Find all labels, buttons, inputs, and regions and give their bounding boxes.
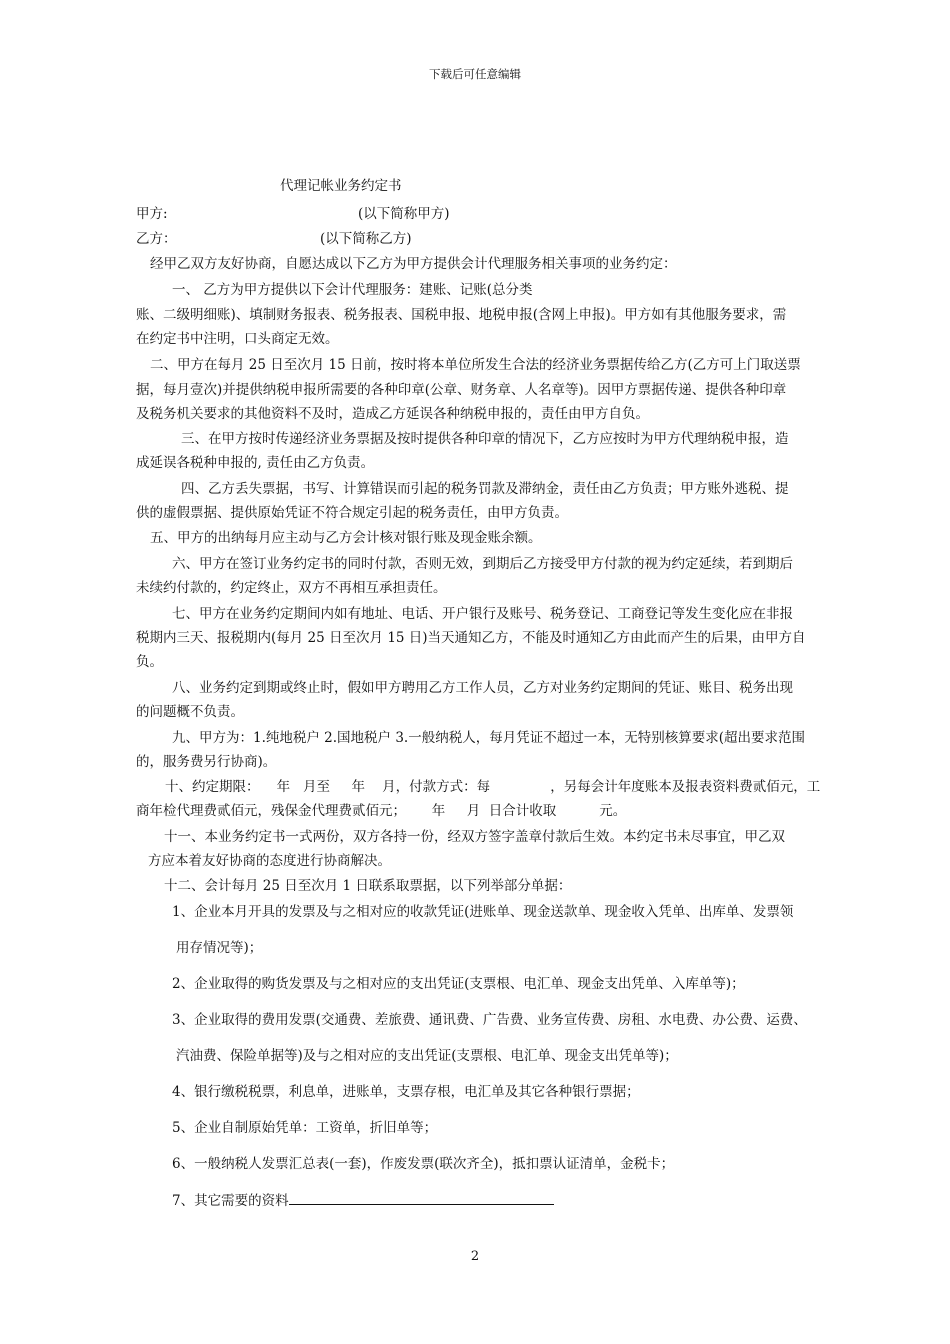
clause-2-line-3: 及税务机关要求的其他资料不及时，造成乙方延误各种纳税申报的，责任由甲方自负。: [136, 406, 649, 422]
clause-7-line-2: 税期内三天、报税期内(每月 25 日至次月 15 日)当天通知乙方，不能及时通知乙方由此而产生的后果，由甲方自: [136, 630, 806, 646]
clause-9-line-2: 的，服务费另行协商)。: [136, 754, 277, 770]
clause-7-line-3: 负。: [136, 654, 163, 670]
party-a-note: (以下简称甲方): [358, 206, 450, 222]
list-item-3-line-1: 3、企业取得的费用发票(交通费、差旅费、通讯费、广告费、业务宣传费、房租、水电费、办公费、运费、: [172, 1012, 807, 1028]
clause-12-line-1: 十二、会计每月 25 日至次月 1 日联系取票据，以下列举部分单据：: [164, 878, 572, 894]
clause-9-line-1: 九、甲方为：1.纯地税户 2.国地税户 3.一般纳税人，每月凭证不超过一本，无特别核算要求(超出要求范围: [172, 730, 805, 746]
list-item-4: 4、银行缴税税票，利息单，进账单，支票存根，电汇单及其它各种银行票据；: [172, 1084, 640, 1100]
clause-6-line-1: 六、甲方在签订业务约定书的同时付款，否则无效，到期后乙方接受甲方付款的视为约定延续，若到期后: [172, 556, 793, 572]
list-item-7-label: 7、其它需要的资料: [172, 1193, 289, 1209]
clause-8-line-2: 的问题概不负责。: [136, 704, 244, 720]
list-item-5: 5、企业自制原始凭单：工资单，折旧单等；: [172, 1120, 438, 1136]
party-a-label: 甲方:: [136, 206, 168, 222]
party-b-line: [136, 230, 412, 248]
list-item-7: [172, 1191, 554, 1210]
clause-3-line-2: 成延误各税种申报的, 责任由乙方负责。: [136, 455, 375, 471]
page-header: 下载后可任意编辑: [429, 67, 521, 81]
clause-6-line-2: 未续约付款的，约定终止，双方不再相互承担责任。: [136, 580, 447, 596]
party-b-note: (以下简称乙方): [320, 231, 412, 247]
clause-3-line-1: 三、在甲方按时传递经济业务票据及按时提供各种印章的情况下，乙方应按时为甲方代理纳税申报，造: [181, 431, 789, 447]
clause-8-line-1: 八、业务约定到期或终止时，假如甲方聘用乙方工作人员，乙方对业务约定期间的凭证、账目、税务出现: [172, 680, 793, 696]
list-item-1-line-2: 用存情况等)；: [176, 940, 263, 956]
clause-10-line-1: 十、约定期限： 年 月至 年 月，付款方式：每 ，另每会计年度账本及报表资料费贰佰元，工: [165, 779, 821, 795]
list-item-1-line-1: 1、企业本月开具的发票及与之相对应的收款凭证(进账单、现金送款单、现金收入凭单、出库单、发票领: [172, 904, 794, 920]
clause-1-line-1: 一、 乙方为甲方提供以下会计代理服务：建账、记账(总分类: [172, 282, 533, 298]
clause-4-line-1: 四、乙方丢失票据，书写、计算错误而引起的税务罚款及滞纳金，责任由乙方负责；甲方账外逃税、提: [181, 481, 789, 497]
list-item-2: 2、企业取得的购货发票及与之相对应的支出凭证(支票根、电汇单、现金支出凭单、入库单等)；: [172, 976, 745, 992]
clause-2-line-1: 二、甲方在每月 25 日至次月 15 日前，按时将本单位所发生合法的经济业务票据传给乙方(乙方可上门取送票: [150, 357, 801, 373]
document-title: 代理记帐业务约定书: [280, 178, 402, 194]
intro-paragraph: 经甲乙双方友好协商，自愿达成以下乙方为甲方提供会计代理服务相关事项的业务约定：: [150, 256, 677, 272]
party-b-label: 乙方：: [136, 231, 177, 247]
page-number: 2: [470, 1249, 480, 1264]
party-a-line: [136, 205, 450, 223]
clause-11-line-1: 十一、本业务约定书一式两份，双方各持一份，经双方签字盖章付款后生效。本约定书未尽事宜，甲乙双: [164, 829, 785, 845]
clause-1-line-2: 账、二级明细账)、填制财务报表、税务报表、国税申报、地税申报(含网上申报)。甲方如有其他服务要求，需: [136, 307, 787, 323]
fill-in-blank-line: [289, 1191, 554, 1205]
clause-10-line-2: 商年检代理费贰佰元，残保金代理费贰佰元； 年 月 日合计收取 元。: [136, 803, 627, 819]
clause-7-line-1: 七、甲方在业务约定期间内如有地址、电话、开户银行及账号、税务登记、工商登记等发生变化应在非报: [172, 606, 793, 622]
clause-2-line-2: 据，每月壹次)并提供纳税申报所需要的各种印章(公章、财务章、人名章等)。因甲方票据传递、提供各种印章: [136, 382, 787, 398]
clause-11-line-2: 方应本着友好协商的态度进行协商解决。: [148, 853, 391, 869]
clause-5-line-1: 五、甲方的出纳每月应主动与乙方会计核对银行账及现金账余额。: [150, 530, 542, 546]
list-item-6: 6、一般纳税人发票汇总表(一套)，作废发票(联次齐全)，抵扣票认证清单，金税卡；: [172, 1156, 675, 1172]
clause-4-line-2: 供的虚假票据、提供原始凭证不符合规定引起的税务责任，由甲方负责。: [136, 505, 568, 521]
clause-1-line-3: 在约定书中注明，口头商定无效。: [136, 331, 339, 347]
list-item-3-line-2: 汽油费、保险单据等)及与之相对应的支出凭证(支票根、电汇单、现金支出凭单等)；: [176, 1048, 678, 1064]
